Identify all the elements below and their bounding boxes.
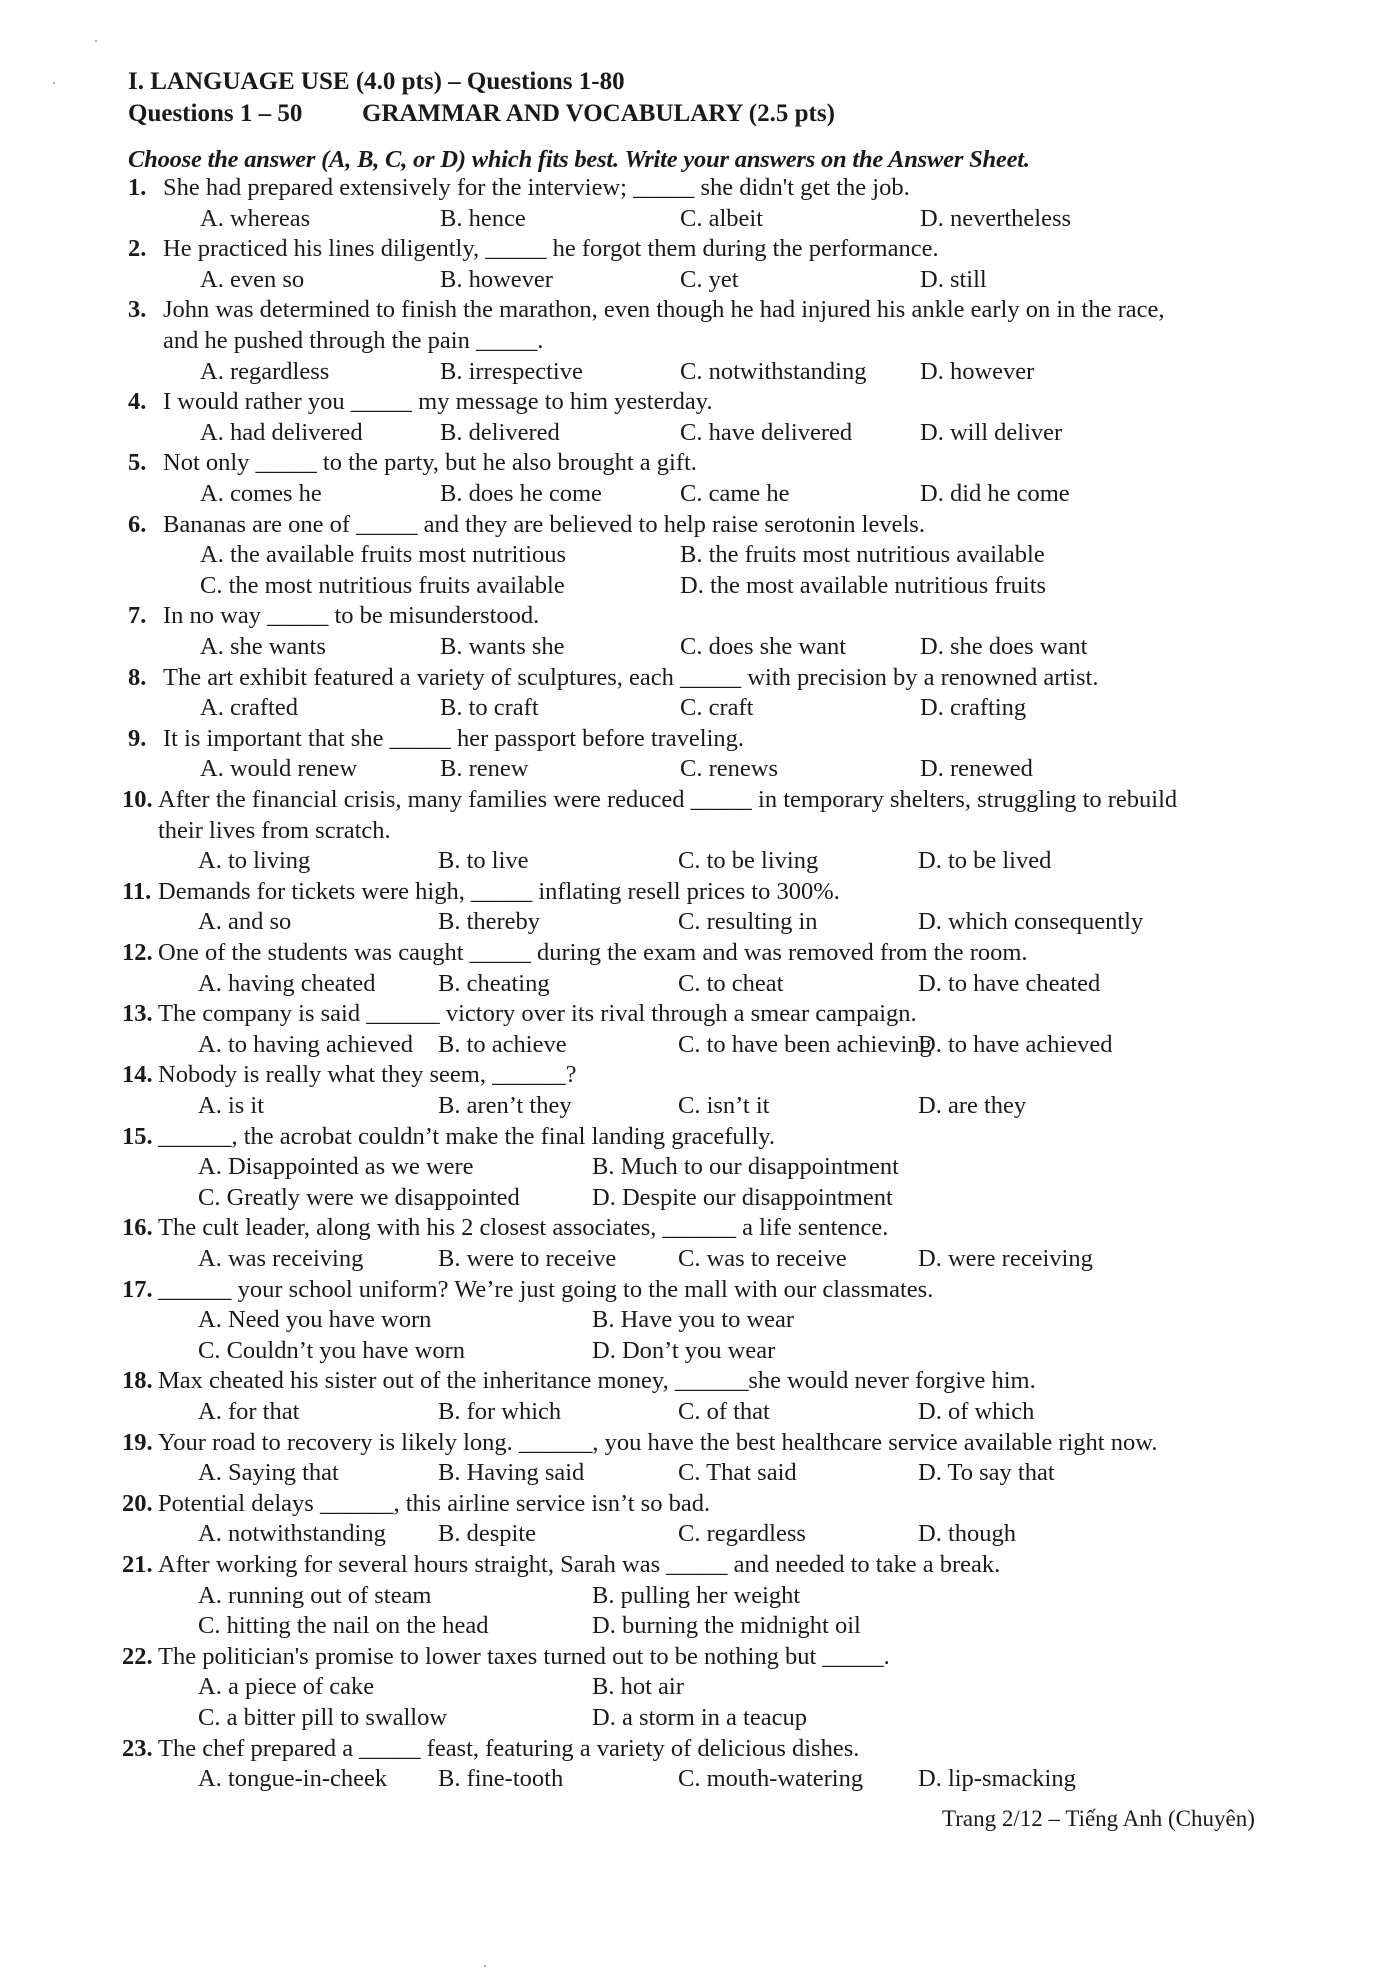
answer-option-b[interactable]: B. to craft [440,694,539,722]
question-text: I would rather you _____ my message to him yesterday. [163,388,713,416]
answer-option-d[interactable]: D. however [920,357,1035,385]
answer-option-a[interactable]: A. the available fruits most nutritious [200,541,567,569]
question-text: ______ your school uniform? We’re just going to the mall with our classmates. [158,1275,934,1303]
answer-option-d[interactable]: D. nevertheless [920,204,1072,232]
question-number: 4. [128,388,147,416]
question-text: Nobody is really what they seem, ______? [158,1061,577,1089]
answer-option-b[interactable]: B. for which [438,1398,562,1425]
answer-option-c[interactable]: C. to have been achieving [678,1030,932,1058]
question-text: The company is said ______ victory over its rival through a smear campaign. [158,1000,917,1028]
answer-option-a[interactable]: A. tongue-in-cheek [198,1765,388,1793]
question-text: The chef prepared a _____ feast, featuring a variety of delicious dishes. [158,1734,860,1762]
answer-option-c[interactable]: C. Greatly were we disappointed [198,1183,520,1211]
question-number: 15. [122,1122,153,1150]
question-number: 9. [128,724,147,752]
answer-option-b[interactable]: B. thereby [438,908,541,936]
answer-option-b[interactable]: B. to achieve [438,1030,567,1058]
answer-option-c[interactable]: C. regardless [678,1520,806,1548]
answer-option-a[interactable]: A. running out of steam [198,1581,432,1609]
answer-option-a[interactable]: A. would renew [200,755,358,783]
answer-option-d[interactable]: D. did he come [920,480,1070,507]
answer-option-b[interactable]: B. wants she [440,633,565,660]
question-number: 17. [122,1275,153,1303]
part-title: I. LANGUAGE USE (4.0 pts) – Questions 1-80 [128,68,625,95]
question-number: 6. [128,510,147,538]
question-number: 8. [128,663,147,691]
answer-option-d[interactable]: D. a storm in a teacup [592,1704,807,1731]
answer-option-a[interactable]: A. regardless [200,357,330,385]
question-number: 19. [122,1428,153,1456]
answer-option-d[interactable]: D. are they [918,1092,1027,1119]
answer-option-d[interactable]: D. burning the midnight oil [592,1612,861,1640]
question-text: He practiced his lines diligently, _____ he forgot them during the performance. [163,235,939,263]
answer-option-d[interactable]: D. lip-smacking [918,1765,1076,1793]
section-title: GRAMMAR AND VOCABULARY (2.5 pts) [362,100,835,127]
section-heading [128,100,835,128]
answer-option-a[interactable]: A. Disappointed as we were [198,1153,474,1181]
answer-option-c[interactable]: C. Couldn’t you have worn [198,1336,465,1364]
answer-option-c[interactable]: C. albeit [680,204,764,232]
question-text: Max cheated his sister out of the inheritance money, ______she would never forgive him. [158,1367,1036,1395]
answer-option-b[interactable]: B. despite [438,1520,536,1548]
question-number: 23. [122,1734,153,1762]
answer-option-c[interactable]: C. yet [680,265,739,293]
question-text: After the financial crisis, many families were reduced _____ in temporary shelters, struggling to rebuild [158,786,1178,813]
question-number: 2. [128,235,147,263]
answer-option-c[interactable]: C. came he [680,480,790,507]
answer-option-d[interactable]: D. will deliver [920,418,1063,446]
question-text: John was determined to finish the marathon, even though he had injured his ankle early on in the race, [163,296,1165,324]
question-text: The art exhibit featured a variety of sculptures, each _____ with precision by a renowned artist. [163,663,1099,691]
answer-option-d[interactable]: D. to have achieved [918,1030,1113,1058]
answer-option-a[interactable]: A. for that [198,1398,300,1425]
answer-option-c[interactable]: C. was to receive [678,1245,847,1272]
answer-option-a[interactable]: A. having cheated [198,969,376,997]
answer-option-d[interactable]: D. to be lived [918,847,1052,875]
scan-speck [484,1965,486,1967]
answer-option-a[interactable]: A. a piece of cake [198,1673,375,1701]
answer-option-d[interactable]: D. of which [918,1398,1035,1425]
questions-range: Questions 1 – 50 [128,100,303,127]
answer-option-c[interactable]: C. does she want [680,633,847,660]
answer-option-b[interactable]: B. aren’t they [438,1092,572,1119]
answer-option-a[interactable]: A. crafted [200,694,298,722]
question-text: Not only _____ to the party, but he also brought a gift. [163,449,697,477]
question-text: She had prepared extensively for the interview; _____ she didn't get the job. [163,174,910,201]
answer-option-c[interactable]: C. renews [680,755,778,783]
question-text: Your road to recovery is likely long. ______, you have the best healthcare service available right now. [158,1428,1158,1456]
answer-option-a[interactable]: A. she wants [200,633,326,660]
question-number: 7. [128,602,147,630]
answer-option-a[interactable]: A. to living [198,847,311,875]
answer-option-d[interactable]: D. she does want [920,633,1088,660]
question-number: 22. [122,1642,153,1670]
answer-option-a[interactable]: A. whereas [200,204,311,232]
answer-option-a[interactable]: A. is it [198,1092,265,1119]
question-text: Potential delays ______, this airline service isn’t so bad. [158,1489,711,1517]
answer-option-a[interactable]: A. and so [198,908,292,936]
question-text: The cult leader, along with his 2 closest associates, ______ a life sentence. [158,1214,889,1242]
answer-option-b[interactable]: B. cheating [438,969,550,997]
answer-option-d[interactable]: D. To say that [918,1459,1055,1487]
answer-option-b[interactable]: B. Having said [438,1459,585,1487]
question-text: and he pushed through the pain _____. [163,327,544,354]
question-number: 5. [128,449,147,477]
question-text: It is important that she _____ her passport before traveling. [163,724,745,752]
answer-option-b[interactable]: B. however [440,265,553,293]
question-text: ______, the acrobat couldn’t make the final landing gracefully. [158,1122,776,1150]
answer-option-c[interactable]: C. isn’t it [678,1092,770,1119]
answer-option-c[interactable]: C. a bitter pill to swallow [198,1704,448,1731]
answer-option-a[interactable]: A. to having achieved [198,1030,413,1058]
answer-option-c[interactable]: C. craft [680,694,754,722]
answer-option-b[interactable]: B. renew [440,755,529,783]
question-number: 21. [122,1551,153,1578]
answer-option-c[interactable]: C. hitting the nail on the head [198,1612,489,1640]
question-text: The politician's promise to lower taxes turned out to be nothing but _____. [158,1642,890,1670]
answer-option-d[interactable]: D. renewed [920,755,1033,783]
question-text: Demands for tickets were high, _____ inflating resell prices to 300%. [158,877,840,905]
answer-option-a[interactable]: A. had delivered [200,418,363,446]
answer-option-d[interactable]: D. Don’t you wear [592,1336,776,1364]
answer-option-a[interactable]: A. Saying that [198,1459,339,1487]
answer-option-c[interactable]: C. That said [678,1459,797,1487]
answer-option-d[interactable]: D. which consequently [918,908,1144,936]
question-number: 18. [122,1367,153,1395]
scan-speck [53,82,55,84]
answer-option-d[interactable]: D. though [918,1520,1016,1548]
answer-option-c[interactable]: C. have delivered [680,418,853,446]
answer-option-b[interactable]: B. pulling her weight [592,1581,801,1609]
answer-option-b[interactable]: B. irrespective [440,357,583,385]
question-number: 1. [128,174,147,201]
answer-option-a[interactable]: A. comes he [200,480,322,507]
answer-option-a[interactable]: A. notwithstanding [198,1520,386,1548]
question-text: Bananas are one of _____ and they are believed to help raise serotonin levels. [163,510,925,538]
question-number: 3. [128,296,147,324]
question-number: 16. [122,1214,153,1242]
answer-option-d[interactable]: D. the most available nutritious fruits [680,571,1047,599]
question-text: In no way _____ to be misunderstood. [163,602,540,630]
answer-option-b[interactable]: B. delivered [440,418,560,446]
answer-option-d[interactable]: D. crafting [920,694,1027,722]
question-number: 10. [122,786,153,813]
answer-option-b[interactable]: B. Much to our disappointment [592,1153,899,1181]
answer-option-b[interactable]: B. hence [440,204,526,232]
instructions: Choose the answer (A, B, C, or D) which fits best. Write your answers on the Answer Sheet. [128,146,1030,173]
page-footer: Trang 2/12 – Tiếng Anh (Chuyên) [942,1806,1255,1831]
answer-option-d[interactable]: D. Despite our disappointment [592,1183,893,1211]
answer-option-c[interactable]: C. to cheat [678,969,784,997]
answer-option-b[interactable]: B. Have you to wear [592,1306,795,1334]
question-text: One of the students was caught _____ during the exam and was removed from the room. [158,939,1028,966]
answer-option-b[interactable]: B. does he come [440,480,602,507]
scan-speck [95,40,97,42]
question-number: 20. [122,1489,153,1517]
question-number: 12. [122,939,153,966]
question-text: After working for several hours straight, Sarah was _____ and needed to take a break. [158,1551,1001,1578]
answer-option-c[interactable]: C. to be living [678,847,819,875]
answer-option-c[interactable]: C. mouth-watering [678,1765,864,1793]
answer-option-a[interactable]: A. Need you have worn [198,1306,432,1334]
question-number: 11. [122,877,152,905]
answer-option-d[interactable]: D. were receiving [918,1245,1093,1272]
question-text: their lives from scratch. [158,816,391,844]
answer-option-c[interactable]: C. resulting in [678,908,818,936]
answer-option-c[interactable]: C. notwithstanding [680,357,867,385]
question-number: 13. [122,1000,153,1028]
answer-option-b[interactable]: B. the fruits most nutritious available [680,541,1045,569]
question-number: 14. [122,1061,153,1089]
answer-option-b[interactable]: B. hot air [592,1673,684,1701]
answer-option-a[interactable]: A. even so [200,265,305,293]
answer-option-c[interactable]: C. of that [678,1398,770,1425]
answer-option-b[interactable]: B. to live [438,847,529,875]
answer-option-a[interactable]: A. was receiving [198,1245,364,1272]
answer-option-b[interactable]: B. were to receive [438,1245,617,1272]
answer-option-b[interactable]: B. fine-tooth [438,1765,564,1793]
answer-option-c[interactable]: C. the most nutritious fruits available [200,571,565,599]
answer-option-d[interactable]: D. to have cheated [918,969,1101,997]
answer-option-d[interactable]: D. still [920,265,987,293]
